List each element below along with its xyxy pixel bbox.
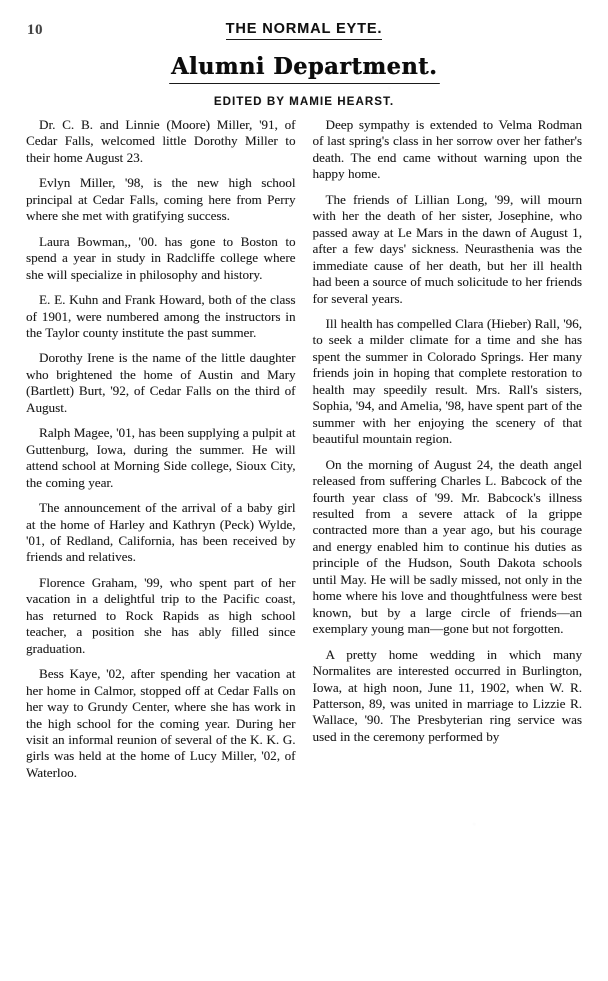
- paragraph: Deep sympathy is extended to Velma Rodman of last spring's class in her sorrow over her father's death. The end came without warning upon the happy home.: [312, 117, 582, 182]
- masthead: [0, 20, 608, 108]
- paragraph: Florence Graham, '99, who spent part of her vacation in a delightful trip to the Pacific coast, has returned to Rock Rapids as high school teacher, a position she has ably filled since graduation.: [26, 574, 296, 656]
- paragraph: Dorothy Irene is the name of the little daughter who brightened the home of Austin and Mary (Bartlett) Burt, '92, of Cedar Falls on the third of August.: [26, 350, 296, 415]
- paragraph: Ralph Magee, '01, has been supplying a pulpit at Guttenburg, Iowa, during the summer. He will attend school at Morning Side college, Sioux City, the coming year.: [26, 425, 296, 490]
- paragraph: On the morning of August 24, the death angel released from suffering Charles L. Babcock of the fourth year class of '99. Mr. Babcock's illness resulted from a severe attack of la grippe contracted more than a year ago, but his courage and energy enabled him to continue his duties as principle of the Hudson, South Dakota schools until May. He will be sadly missed, not only in the home where his love and thoughtfulness were best known, but by a large circle of friends—an exemplary young man—gone but not forgotten.: [312, 456, 582, 637]
- edited-by-line: EDITED BY MAMIE HEARST.: [213, 96, 395, 108]
- right-column: [313, 117, 583, 917]
- paragraph: Evlyn Miller, '98, is the new high school principal at Cedar Falls, coming here from Perry where she met with gratifying success.: [26, 175, 296, 224]
- paragraph: The friends of Lillian Long, '99, will mourn with her the death of her sister, Josephine, who passed away at Le Mars in the dawn of August 1, after a few days' sickness. Neurasthenia was the immediate cause of her death, but her ill health had been a source of much solicitude to her friends for several years.: [312, 191, 582, 306]
- paragraph: E. E. Kuhn and Frank Howard, both of the class of 1901, were numbered among the instructors in the Taylor county institute the past summer.: [26, 292, 296, 340]
- paragraph: Ill health has compelled Clara (Hieber) Rall, '96, to seek a milder climate for a time and she has spent the summer in Colorado Springs. Her many friends join in hoping that complete restoration to health may speedily result. Mrs. Rall's sisters, Sophia, '94, and Amelia, '98, have spent part of the summer with her enjoying the scenery of that beautiful mountain region.: [312, 315, 582, 447]
- running-head: THE NORMAL EYTE.: [226, 21, 383, 40]
- paragraph: Dr. C. B. and Linnie (Moore) Miller, '91, of Cedar Falls, welcomed little Dorothy Miller to their home August 23.: [26, 117, 296, 165]
- department-title-wrap: [0, 53, 608, 84]
- department-title: Alumni Department.: [169, 53, 439, 84]
- article-columns: [26, 117, 582, 917]
- paragraph: The announcement of the arrival of a baby girl at the home of Harley and Kathryn (Peck) Wylde, '01, of Redland, California, has been received by friends and relatives.: [26, 500, 296, 565]
- paragraph: Bess Kaye, '02, after spending her vacation at her home in Calmor, stopped off at Cedar Falls on her way to Grundy Center, where she has work in the high school for the coming year. During her visit an informal reunion of several of the K. K. G. girls was held at the home of Lucy Miller, '02, of Waterloo.: [26, 666, 296, 780]
- paragraph: A pretty home wedding in which many Normalites are interested occurred in Burlington, Iowa, at high noon, June 11, 1902, when W. R. Patterson, 89, was united in marriage to Lizzie R. Wallace, '90. The Presbyterian ring service was used in the ceremony performed by: [312, 646, 582, 744]
- left-column: [26, 117, 296, 917]
- paragraph: Laura Bowman,, '00. has gone to Boston to spend a year in study in Radcliffe college where she will specialize in philosophy and history.: [26, 233, 296, 282]
- page-number: 10: [27, 22, 43, 38]
